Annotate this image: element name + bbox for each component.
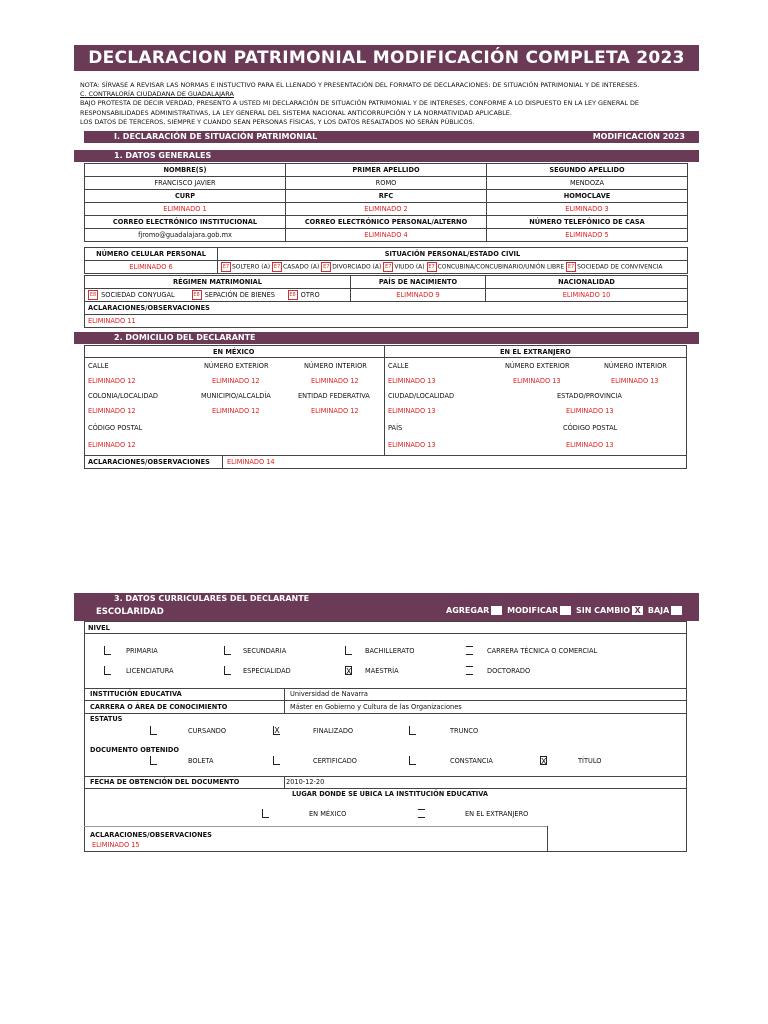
value-correo-personal: ELIMINADO 4 xyxy=(286,229,487,242)
checkbox-constancia[interactable] xyxy=(409,756,416,765)
option-viudo: VIUDO (A) xyxy=(394,263,425,271)
value-carrera: Máster en Gobierno y Cultura de las Organizaciones xyxy=(290,703,462,711)
header-nacionalidad: NACIONALIDAD xyxy=(486,276,688,289)
header-situacion-civil: SITUACIÓN PERSONAL/ESTADO CIVIL xyxy=(218,248,688,261)
option-constancia: CONSTANCIA xyxy=(450,757,493,765)
option-sociedad-convivencia: SOCIEDAD DE CONVIVENCIA xyxy=(577,263,663,271)
option-casado: CASADO (A) xyxy=(283,263,320,271)
label-entidad: ENTIDAD FEDERATIVA xyxy=(298,392,370,400)
value-curp: ELIMINADO 1 xyxy=(85,203,286,216)
header-nombre: NOMBRE(S) xyxy=(85,164,286,177)
label-pais: PAÍS xyxy=(388,424,403,432)
value-pais: ELIMINADO 13 xyxy=(388,441,436,449)
label-num-int-mx: NÚMERO INTERIOR xyxy=(304,362,367,370)
option-certificado: CERTIFICADO xyxy=(313,757,357,765)
header-rfc: RFC xyxy=(286,190,487,203)
option-doctorado: DOCTORADO xyxy=(487,667,531,675)
checkbox-separacion-bienes[interactable]: E8 xyxy=(193,292,200,298)
checkbox-titulo[interactable]: X xyxy=(541,757,547,766)
header-carrera: CARRERA O ÁREA DE CONOCIMIENTO xyxy=(90,703,228,711)
option-otro: OTRO xyxy=(300,291,320,299)
label-colonia: COLONIA/LOCALIDAD xyxy=(88,392,158,400)
agregar-label: AGREGAR xyxy=(446,606,490,615)
estado-civil-options xyxy=(218,261,688,274)
estado-civil-table xyxy=(84,247,688,274)
value-estado: ELIMINADO 13 xyxy=(566,407,614,415)
label-num-int-ext: NÚMERO INTERIOR xyxy=(604,362,667,370)
section-i-title: I. DECLARACIÓN DE SITUACIÓN PATRIMONIAL xyxy=(114,132,318,141)
value-num-ext-ext: ELIMINADO 13 xyxy=(513,377,561,385)
datos-generales-bar xyxy=(74,150,699,162)
domicilio-bar xyxy=(74,332,699,344)
checkbox-casado[interactable]: E7 xyxy=(273,264,281,270)
regimen-options xyxy=(85,289,351,302)
header-telefono-casa: NÚMERO TELEFÓNICO DE CASA xyxy=(487,216,688,229)
header-aclaraciones-3: ACLARACIONES/OBSERVACIONES xyxy=(90,831,212,839)
value-celular: ELIMINADO 6 xyxy=(85,261,218,274)
option-en-mexico: EN MÉXICO xyxy=(309,810,347,818)
checkbox-viudo[interactable]: E7 xyxy=(385,264,392,270)
value-ciudad: ELIMINADO 13 xyxy=(388,407,436,415)
header-correo-personal: CORREO ELECTRÓNICO PERSONAL/ALTERNO xyxy=(286,216,487,229)
header-nivel: NIVEL xyxy=(88,624,110,632)
document-title: DECLARACION PATRIMONIAL MODIFICACIÓN COMPLETA 2023 xyxy=(74,45,699,71)
label-cp-mx: CÓDIGO POSTAL xyxy=(88,424,143,432)
checkbox-maestria[interactable]: X xyxy=(346,667,352,676)
label-num-ext-mx: NÚMERO EXTERIOR xyxy=(204,362,269,370)
note-line: NOTA: SÍRVASE A REVISAR LAS NORMAS E INSTUCTIVO PARA EL LLENADO Y PRESENTACIÓN DEL FORMATO DE DECLARACIONES: DE SITUACIÓN PATRIMONIAL Y DE INTERESES. xyxy=(80,81,640,89)
section-i-bar xyxy=(84,131,699,143)
checkbox-divorciado[interactable]: E7 xyxy=(323,264,330,270)
checkbox-cursando[interactable] xyxy=(150,726,157,735)
value-entidad: ELIMINADO 12 xyxy=(311,407,359,415)
checkbox-trunco[interactable] xyxy=(409,726,416,735)
option-en-extranjero: EN EL EXTRANJERO xyxy=(465,810,529,818)
label-calle-ext: CALLE xyxy=(388,362,409,370)
modificar-checkbox[interactable] xyxy=(560,606,571,615)
header-en-extranjero: EN EL EXTRANJERO xyxy=(500,348,571,356)
checkbox-especialidad[interactable] xyxy=(224,666,231,675)
escolaridad-frame xyxy=(84,621,687,852)
label-ciudad: CIUDAD/LOCALIDAD xyxy=(388,392,455,400)
header-estatus: ESTATUS xyxy=(90,715,123,723)
notes-block xyxy=(80,81,695,127)
label-municipio: MUNICIPIO/ALCALDÍA xyxy=(201,392,271,400)
option-bachillerato: BACHILLERATO xyxy=(365,647,415,655)
option-licenciatura: LICENCIATURA xyxy=(126,667,174,675)
checkbox-sociedad-conyugal[interactable]: E8 xyxy=(89,292,97,298)
datos-generales-table xyxy=(84,163,688,242)
header-pais-nacimiento: PAÍS DE NACIMIENTO xyxy=(351,276,486,289)
checkbox-certificado[interactable] xyxy=(273,756,280,765)
header-primer-apellido: PRIMER APELLIDO xyxy=(286,164,487,177)
value-telefono-casa: ELIMINADO 5 xyxy=(487,229,688,242)
baja-label: BAJA xyxy=(647,606,670,615)
checkbox-carrera-tecnica[interactable] xyxy=(466,646,473,655)
option-titulo: TÍTULO xyxy=(578,757,602,765)
checkbox-concubina[interactable]: E7 xyxy=(428,264,435,270)
checkbox-en-extranjero[interactable] xyxy=(418,809,425,818)
checkbox-sociedad-convivencia[interactable]: E7 xyxy=(567,264,575,270)
checkbox-bachillerato[interactable] xyxy=(345,646,352,655)
checkbox-licenciatura[interactable] xyxy=(104,666,111,675)
value-num-ext-mx: ELIMINADO 12 xyxy=(212,377,260,385)
value-nombre: FRANCISCO JAVIER xyxy=(85,177,286,190)
checkbox-doctorado[interactable] xyxy=(466,666,473,675)
header-fecha: FECHA DE OBTENCIÓN DEL DOCUMENTO xyxy=(90,778,240,786)
header-documento: DOCUMENTO OBTENIDO xyxy=(90,746,179,754)
option-especialidad: ESPECIALIDAD xyxy=(243,667,291,675)
option-carrera-tecnica: CARRERA TÉCNICA O COMERCIAL xyxy=(487,647,598,655)
option-divorciado: DIVORCIADO (A) xyxy=(332,263,382,271)
option-boleta: BOLETA xyxy=(188,757,214,765)
action-options xyxy=(446,606,684,615)
option-primaria: PRIMARIA xyxy=(126,647,158,655)
value-cp-mx: ELIMINADO 12 xyxy=(88,441,136,449)
header-celular: NÚMERO CELULAR PERSONAL xyxy=(85,248,218,261)
datos-generales-title: 1. DATOS GENERALES xyxy=(114,151,212,160)
header-aclaraciones-1: ACLARACIONES/OBSERVACIONES xyxy=(85,302,688,315)
value-municipio: ELIMINADO 12 xyxy=(212,407,260,415)
checkbox-otro[interactable]: E8 xyxy=(289,292,296,298)
label-num-ext-ext: NÚMERO EXTERIOR xyxy=(505,362,570,370)
label-calle-mx: CALLE xyxy=(88,362,109,370)
note-line: LOS DATOS DE TERCEROS, SIEMPRE Y CUANDO SEAN PERSONAS FÍSICAS, Y LOS DATOS RESALTADOS NO SERÁN PÚBLICOS. xyxy=(80,117,475,126)
checkbox-en-mexico[interactable] xyxy=(262,809,269,818)
value-calle-ext: ELIMINADO 13 xyxy=(388,377,436,385)
option-sociedad-conyugal: SOCIEDAD CONYUGAL xyxy=(101,291,175,299)
value-pais-nacimiento: ELIMINADO 9 xyxy=(351,289,486,302)
note-line: BAJO PROTESTA DE DECIR VERDAD, PRESENTO A USTED MI DECLARACIÓN DE SITUACIÓN PATRIMONIAL Y DE INTERESES, CONFORME A LO DISPUESTO EN LA LEY GENERAL DE xyxy=(80,99,639,108)
value-colonia: ELIMINADO 12 xyxy=(88,407,136,415)
checkbox-boleta[interactable] xyxy=(150,756,157,765)
value-homoclave: ELIMINADO 3 xyxy=(487,203,688,216)
header-curp: CURP xyxy=(85,190,286,203)
value-num-int-ext: ELIMINADO 13 xyxy=(611,377,659,385)
header-homoclave: HOMOCLAVE xyxy=(487,190,688,203)
header-segundo-apellido: SEGUNDO APELLIDO xyxy=(487,164,688,177)
value-aclaraciones-3: ELIMINADO 15 xyxy=(92,841,140,849)
value-fecha: 2010-12-20 xyxy=(286,778,325,786)
header-aclaraciones-2: ACLARACIONES/OBSERVACIONES xyxy=(88,458,210,466)
value-correo-institucional: fjromo@guadalajara.gob.mx xyxy=(85,229,286,242)
escolaridad-title: ESCOLARIDAD xyxy=(96,607,164,617)
value-cp-ext: ELIMINADO 13 xyxy=(566,441,614,449)
agregar-checkbox[interactable] xyxy=(491,606,502,615)
value-calle-mx: ELIMINADO 12 xyxy=(88,377,136,385)
header-institucion: INSTITUCIÓN EDUCATIVA xyxy=(90,690,182,698)
addressee-line: C. CONTRALORÍA CIUDADANA DE GUADALAJARA xyxy=(80,90,234,99)
header-correo-institucional: CORREO ELECTRÓNICO INSTITUCIONAL xyxy=(85,216,286,229)
curricular-title: 3. DATOS CURRICULARES DEL DECLARANTE xyxy=(114,594,310,603)
option-separacion-bienes: SEPACIÓN DE BIENES xyxy=(204,291,275,299)
curricular-bar xyxy=(74,593,699,621)
option-finalizado: FINALIZADO xyxy=(313,727,354,735)
checkbox-secundaria[interactable] xyxy=(224,646,231,655)
option-cursando: CURSANDO xyxy=(188,727,227,735)
checkbox-soltero[interactable]: E7 xyxy=(222,264,230,270)
option-soltero: SOLTERO (A) xyxy=(232,263,271,271)
section-i-right: MODIFICACIÓN 2023 xyxy=(592,132,685,141)
checkbox-primaria[interactable] xyxy=(104,646,111,655)
value-institucion: Universidad de Navarra xyxy=(290,690,368,698)
header-regimen: RÉGIMEN MATRIMONIAL xyxy=(85,276,351,289)
sin-cambio-label: SIN CAMBIO xyxy=(575,606,631,615)
value-primer-apellido: ROMO xyxy=(286,177,487,190)
checkbox-finalizado[interactable]: X xyxy=(274,726,280,735)
value-nacionalidad: ELIMINADO 10 xyxy=(486,289,688,302)
value-rfc: ELIMINADO 2 xyxy=(286,203,487,216)
regimen-table xyxy=(84,275,688,328)
label-cp-ext: CÓDIGO POSTAL xyxy=(563,424,618,432)
value-aclaraciones-2: ELIMINADO 14 xyxy=(227,458,275,466)
domicilio-title: 2. DOMICILIO DEL DECLARANTE xyxy=(114,333,256,342)
value-aclaraciones-1: ELIMINADO 11 xyxy=(85,315,688,328)
option-maestria: MAESTRÍA xyxy=(365,667,399,675)
option-trunco: TRUNCO xyxy=(450,727,479,735)
modificar-label: MODIFICAR xyxy=(507,606,559,615)
label-estado: ESTADO/PROVINCIA xyxy=(557,392,622,400)
value-segundo-apellido: MENDOZA xyxy=(487,177,688,190)
value-num-int-mx: ELIMINADO 12 xyxy=(311,377,359,385)
sin-cambio-checkbox[interactable]: X xyxy=(632,606,643,615)
baja-checkbox[interactable] xyxy=(671,606,682,615)
option-concubina: CONCUBINA/CONCUBINARIO/UNIÓN LIBRE xyxy=(437,263,565,271)
header-en-mexico: EN MÉXICO xyxy=(213,348,255,356)
note-line: RESPONSABILIDADES ADMINISTRATIVAS, LA LEY GENERAL DEL SISTEMA NACIONAL ANTICORRUPCIÓN Y LA NORMATIVIDAD APLICABLE. xyxy=(80,108,512,117)
header-lugar: LUGAR DONDE SE UBICA LA INSTITUCIÓN EDUCATIVA xyxy=(292,790,489,798)
option-secundaria: SECUNDARIA xyxy=(243,647,287,655)
